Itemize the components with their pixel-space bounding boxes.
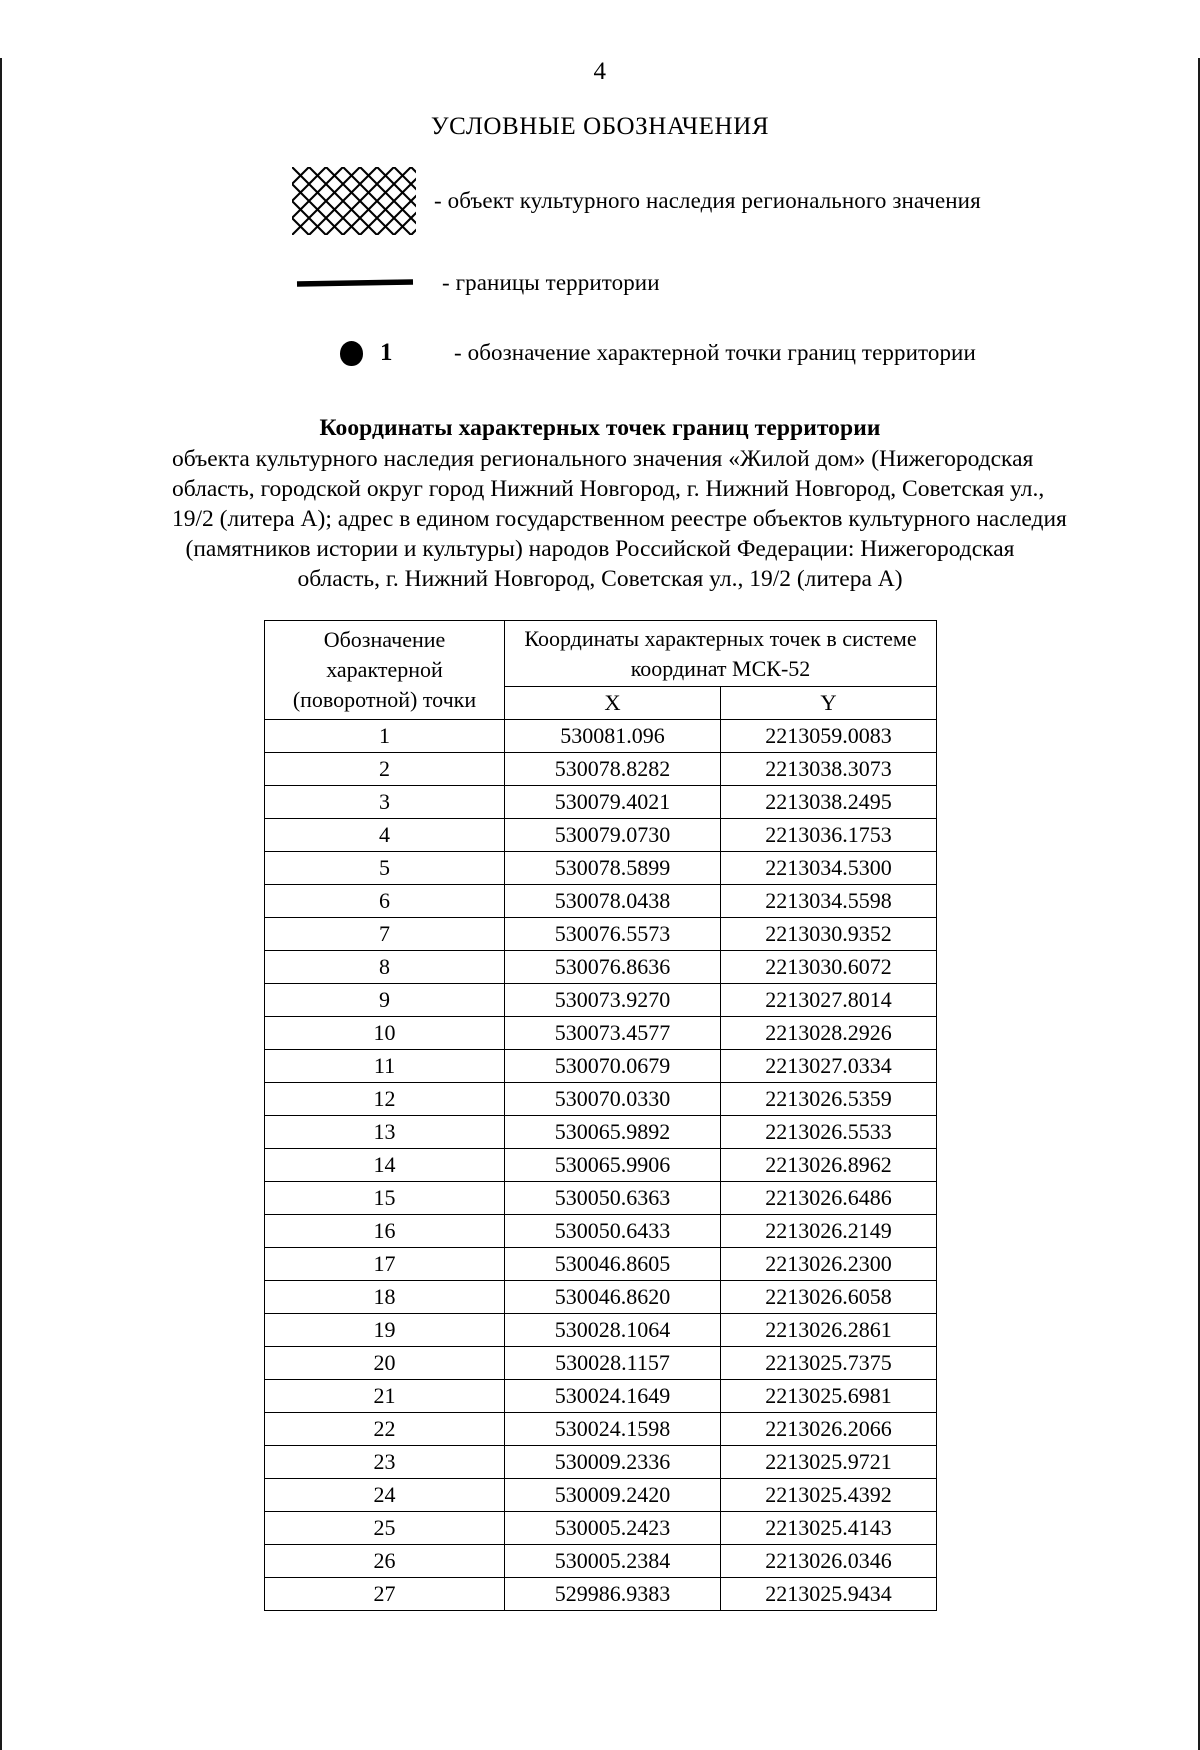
table-row [265,1347,937,1380]
cell-point-number: 24 [265,1479,505,1512]
column-header-coordinates-msk52 [505,621,937,687]
cell-point-number: 22 [265,1413,505,1446]
coordinates-block [0,415,1200,594]
cell-y-coordinate: 2213038.3073 [721,753,937,786]
cell-x-coordinate: 530076.8636 [505,951,721,984]
table-row [265,753,937,786]
legend-point-number: 1 [380,339,393,366]
table-row [265,1446,937,1479]
cell-y-coordinate: 2213030.9352 [721,918,937,951]
column-header-y: Y [721,687,937,720]
cell-y-coordinate: 2213025.9434 [721,1578,937,1611]
cell-x-coordinate: 530079.4021 [505,786,721,819]
table-row [265,1479,937,1512]
cell-point-number: 2 [265,753,505,786]
cell-x-coordinate: 530050.6433 [505,1215,721,1248]
cell-x-coordinate: 530073.4577 [505,1017,721,1050]
cell-point-number: 18 [265,1281,505,1314]
cell-y-coordinate: 2213025.4143 [721,1512,937,1545]
cell-point-number: 12 [265,1083,505,1116]
cell-x-coordinate: 530046.8620 [505,1281,721,1314]
description-line-2: область, городской округ город Нижний Новгород, г. Нижний Новгород, Советская ул., [172,476,1045,502]
cell-y-coordinate: 2213036.1753 [721,819,937,852]
description-line-5: область, г. Нижний Новгород, Советская ул., 19/2 (литера А) [297,566,903,592]
legend-label-characteristic-point: - обозначение характерной точки границ территории [454,340,976,365]
cell-y-coordinate: 2213026.5533 [721,1116,937,1149]
column-header-point-designation [265,621,505,720]
header-point-line-2: характерной [326,657,443,682]
coordinates-table [264,620,937,1611]
legend-item-characteristic-point [292,333,1200,373]
legend-symbol-hatch [292,167,424,235]
header-coords-line-2: координат МСК-52 [630,655,811,681]
table-row [265,1215,937,1248]
cell-x-coordinate: 530078.8282 [505,753,721,786]
legend [0,167,1200,373]
cell-point-number: 16 [265,1215,505,1248]
cell-y-coordinate: 2213034.5300 [721,852,937,885]
cell-x-coordinate: 530028.1064 [505,1314,721,1347]
cell-x-coordinate: 530065.9892 [505,1116,721,1149]
table-row [265,1314,937,1347]
cell-point-number: 5 [265,852,505,885]
cell-y-coordinate: 2213059.0083 [721,720,937,753]
cell-y-coordinate: 2213026.2066 [721,1413,937,1446]
cell-y-coordinate: 2213026.6058 [721,1281,937,1314]
table-row [265,1512,937,1545]
cell-x-coordinate: 530028.1157 [505,1347,721,1380]
cell-point-number: 3 [265,786,505,819]
coordinates-description [172,444,1067,594]
cell-y-coordinate: 2213030.6072 [721,951,937,984]
cell-y-coordinate: 2213025.4392 [721,1479,937,1512]
coordinates-heading: Координаты характерных точек границ территории [319,415,881,441]
legend-item-cultural-heritage-object [292,167,1200,235]
cell-point-number: 19 [265,1314,505,1347]
table-row [265,1182,937,1215]
table-row [265,951,937,984]
legend-symbol-line [292,278,424,288]
description-line-3: 19/2 (литера А); адрес в едином государственном реестре объектов культурного наследия [172,506,1067,532]
cell-y-coordinate: 2213026.6486 [721,1182,937,1215]
page-edge-artifact-left [0,58,2,1750]
cell-x-coordinate: 529986.9383 [505,1578,721,1611]
cell-y-coordinate: 2213025.6981 [721,1380,937,1413]
table-row [265,1545,937,1578]
legend-label-territory-boundary: - границы территории [442,270,660,295]
table-row [265,1578,937,1611]
table-row [265,786,937,819]
cell-y-coordinate: 2213026.2149 [721,1215,937,1248]
cell-x-coordinate: 530065.9906 [505,1149,721,1182]
cell-y-coordinate: 2213026.2861 [721,1314,937,1347]
cell-y-coordinate: 2213026.2300 [721,1248,937,1281]
cell-point-number: 1 [265,720,505,753]
cell-point-number: 4 [265,819,505,852]
table-row [265,1248,937,1281]
cell-point-number: 7 [265,918,505,951]
point-symbol-group [340,339,393,367]
cell-x-coordinate: 530050.6363 [505,1182,721,1215]
header-coords-line-1: Координаты характерных точек в системе [524,625,917,651]
cell-point-number: 25 [265,1512,505,1545]
legend-title: УСЛОВНЫЕ ОБОЗНАЧЕНИЯ [430,113,770,140]
cell-x-coordinate: 530076.5573 [505,918,721,951]
cell-point-number: 20 [265,1347,505,1380]
legend-label-cultural-heritage-object: - объект культурного наследия регионального значения [434,188,981,213]
table-row [265,1017,937,1050]
table-row [265,885,937,918]
table-header-row-1 [265,621,937,687]
cell-point-number: 13 [265,1116,505,1149]
table-row [265,1116,937,1149]
cell-point-number: 14 [265,1149,505,1182]
cell-point-number: 21 [265,1380,505,1413]
cell-point-number: 27 [265,1578,505,1611]
cell-x-coordinate: 530009.2420 [505,1479,721,1512]
legend-item-territory-boundary [292,263,1200,303]
table-body [265,720,937,1611]
cell-point-number: 10 [265,1017,505,1050]
cell-y-coordinate: 2213027.8014 [721,984,937,1017]
cell-x-coordinate: 530070.0679 [505,1050,721,1083]
cell-x-coordinate: 530009.2336 [505,1446,721,1479]
cell-point-number: 17 [265,1248,505,1281]
hatch-pattern-icon [292,167,416,235]
cell-point-number: 26 [265,1545,505,1578]
cell-x-coordinate: 530024.1649 [505,1380,721,1413]
cell-x-coordinate: 530073.9270 [505,984,721,1017]
description-line-1: объекта культурного наследия регионального значения «Жилой дом» (Нижегородская [172,446,1034,472]
cell-x-coordinate: 530079.0730 [505,819,721,852]
cell-x-coordinate: 530005.2423 [505,1512,721,1545]
cell-point-number: 9 [265,984,505,1017]
cell-y-coordinate: 2213034.5598 [721,885,937,918]
table-row [265,984,937,1017]
header-point-line-3: (поворотной) точки [292,687,477,712]
cell-x-coordinate: 530070.0330 [505,1083,721,1116]
cell-y-coordinate: 2213026.8962 [721,1149,937,1182]
page-number: 4 [593,58,607,85]
cell-x-coordinate: 530024.1598 [505,1413,721,1446]
table-row [265,852,937,885]
cell-y-coordinate: 2213038.2495 [721,786,937,819]
cell-point-number: 15 [265,1182,505,1215]
legend-symbol-point [292,339,424,367]
table-row [265,819,937,852]
solid-line-icon [296,278,414,288]
table-row [265,720,937,753]
cell-y-coordinate: 2213026.5359 [721,1083,937,1116]
cell-x-coordinate: 530078.5899 [505,852,721,885]
description-line-4: (памятников истории и культуры) народов Российской Федерации: Нижегородская [185,536,1015,562]
cell-point-number: 8 [265,951,505,984]
table-row [265,1413,937,1446]
cell-point-number: 11 [265,1050,505,1083]
table-row [265,1281,937,1314]
header-point-line-1: Обозначение [323,627,446,652]
cell-x-coordinate: 530078.0438 [505,885,721,918]
filled-dot-icon [340,341,363,366]
table-header [265,621,937,720]
cell-point-number: 6 [265,885,505,918]
cell-y-coordinate: 2213025.7375 [721,1347,937,1380]
table-row [265,1149,937,1182]
cell-x-coordinate: 530081.096 [505,720,721,753]
table-row [265,1380,937,1413]
column-header-x: X [505,687,721,720]
cell-y-coordinate: 2213027.0334 [721,1050,937,1083]
table-row [265,1083,937,1116]
cell-y-coordinate: 2213028.2926 [721,1017,937,1050]
cell-y-coordinate: 2213025.9721 [721,1446,937,1479]
document-page [0,58,1200,1750]
cell-y-coordinate: 2213026.0346 [721,1545,937,1578]
table-row [265,1050,937,1083]
coordinates-table-wrapper [264,620,936,1611]
cell-x-coordinate: 530046.8605 [505,1248,721,1281]
table-row [265,918,937,951]
cell-x-coordinate: 530005.2384 [505,1545,721,1578]
cell-point-number: 23 [265,1446,505,1479]
